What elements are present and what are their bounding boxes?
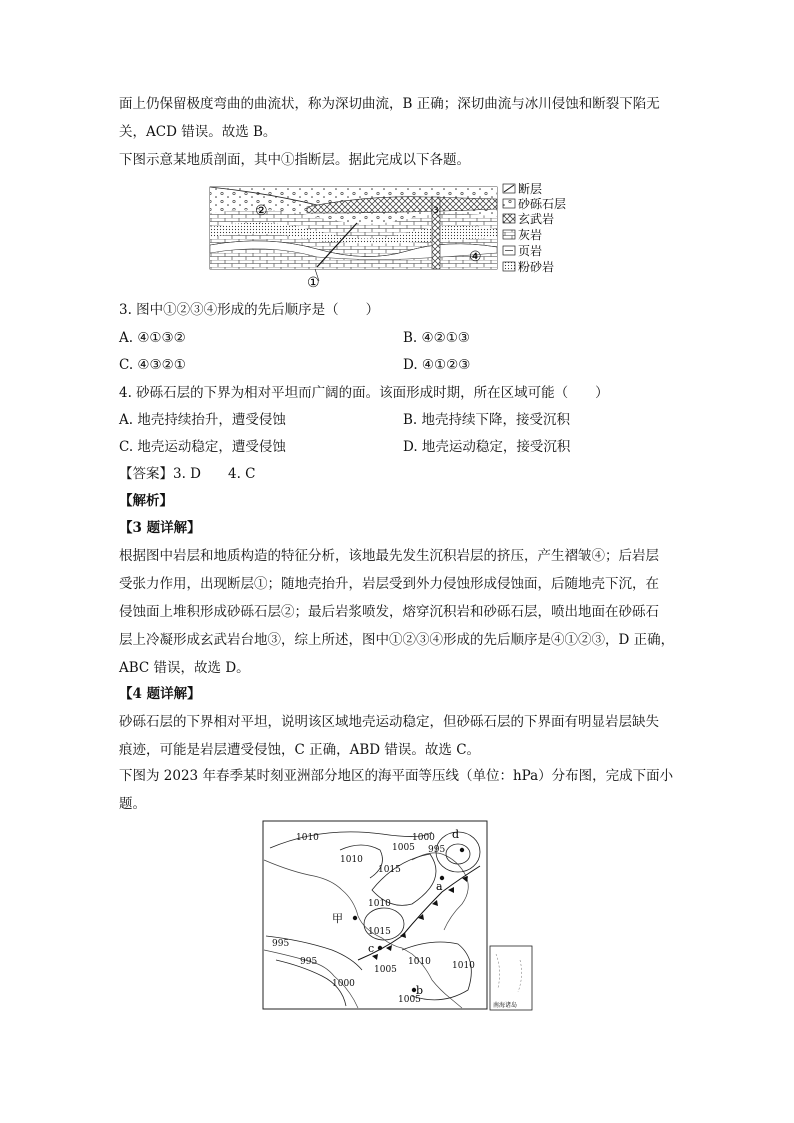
isobar-label: 1015: [378, 865, 401, 875]
isobar-label: 1000: [412, 833, 435, 843]
q3-option-c: C. ④③②①: [119, 357, 186, 373]
legend-gravel: 砂砾石层: [518, 197, 567, 211]
legend-shale: 页岩: [518, 244, 543, 258]
point-d: d: [452, 828, 460, 841]
legend-limestone: 灰岩: [518, 228, 543, 242]
label-3: 3: [433, 206, 439, 216]
point-b: b: [416, 984, 424, 997]
q4-option-c: C. 地壳运动稳定，遭受侵蚀: [119, 439, 286, 455]
q4-option-d: D. 地壳运动稳定，接受沉积: [403, 439, 571, 455]
q4-detail-line-1: 砂砾石层的下界相对平坦，说明该区域地壳运动稳定，但砂砾石层的下界面有明显岩层缺失: [119, 714, 659, 730]
q4-option-b: B. 地壳持续下降，接受沉积: [403, 412, 571, 428]
isobar-label: 1005: [398, 995, 421, 1005]
question-stem-1: 下图示意某地质剖面，其中①指断层。据此完成以下各题。: [119, 152, 470, 168]
isobar-label: 1005: [392, 843, 415, 853]
isobar-label: 1010: [408, 957, 431, 967]
label-2: ②: [255, 203, 268, 219]
inset-label: 南海诸岛: [493, 1002, 518, 1009]
analysis-heading: 【解析】: [119, 493, 173, 509]
q3-detail-line-5: ABC 错误，故选 D。: [119, 660, 250, 676]
isobar-label: 995: [272, 939, 290, 949]
question-stem-2-line-2: 题。: [119, 796, 146, 812]
legend: [503, 183, 566, 274]
q4-option-a: A. 地壳持续抬升，遭受侵蚀: [119, 412, 286, 428]
south-china-sea-inset: [490, 946, 532, 1010]
isobar-label: 1010: [296, 833, 319, 843]
answer-line: 【答案】3. D 4. C: [119, 466, 256, 482]
q3-option-d: D. ④①②③: [403, 357, 471, 373]
intro-line-2: 关，ACD 错误。故选 B。: [119, 124, 277, 140]
label-4: ④: [469, 249, 482, 265]
q3-option-b: B. ④②①③: [403, 330, 470, 346]
point-jia: 甲: [332, 912, 343, 925]
label-1: ①: [307, 275, 320, 291]
q3-detail-heading: 【3 题详解】: [119, 520, 201, 536]
q3-detail-line-3: 侵蚀面上堆积形成砂砾石层②；最后岩浆喷发，熔穿沉积岩和砂砾石层，喷出地面在砂砾石: [119, 604, 659, 620]
legend-fault: 断层: [518, 183, 543, 196]
isobar-label: 1010: [452, 961, 475, 971]
legend-siltstone: 粉砂岩: [518, 260, 555, 274]
legend-basalt: 玄武岩: [518, 212, 555, 226]
isobar-label: 1010: [340, 855, 363, 865]
q3-option-a: A. ④①③②: [119, 330, 186, 346]
isobar-label: 1000: [332, 979, 355, 989]
isobar-map-figure: [262, 820, 534, 1012]
q3-detail-line-1: 根据图中岩层和地质构造的特征分析，该地最先发生沉积岩层的挤压，产生褶皱④；后岩层: [119, 548, 659, 564]
q4-detail-heading: 【4 题详解】: [119, 686, 201, 702]
isobar-label: 1015: [368, 927, 391, 937]
question-4-stem: 4. 砂砾石层的下界为相对平坦而广阔的面。该面形成时期，所在区域可能（ ）: [119, 385, 609, 401]
intro-line-1: 面上仍保留极度弯曲的曲流状，称为深切曲流，B 正确；深切曲流与冰川侵蚀和断裂下陷无: [119, 96, 660, 112]
isobar-label: 995: [300, 957, 318, 967]
geologic-section-figure: [207, 183, 595, 291]
point-a: a: [436, 880, 443, 893]
q3-detail-line-2: 受张力作用，出现断层①；随地壳抬升，岩层受到外力侵蚀形成侵蚀面，后随地壳下沉，在: [119, 576, 659, 592]
q3-detail-line-4: 层上冷凝形成玄武岩台地③，综上所述，图中①②③④形成的先后顺序是④①②③，D 正确，: [119, 632, 675, 648]
point-c: c: [368, 942, 375, 955]
q4-detail-line-2: 痕迹，可能是岩层遭受侵蚀，C 正确，ABD 错误。故选 C。: [119, 742, 481, 758]
question-stem-2-line-1: 下图为 2023 年春季某时刻亚洲部分地区的海平面等压线（单位：hPa）分布图，完成下面小: [119, 768, 674, 784]
isobar-label: 1010: [368, 899, 391, 909]
isobar-label: 995: [428, 845, 446, 855]
question-3-stem: 3. 图中①②③④形成的先后顺序是（ ）: [119, 302, 380, 318]
isobar-label: 1005: [374, 965, 397, 975]
